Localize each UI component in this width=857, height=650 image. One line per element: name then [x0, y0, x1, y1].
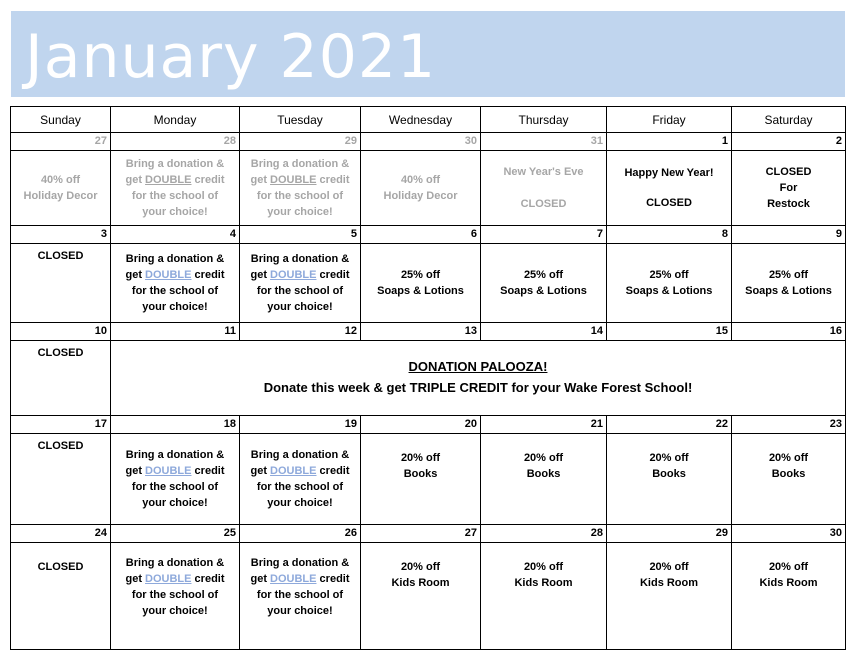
- date-number: 23: [732, 416, 846, 434]
- donation-line-2: [111, 267, 239, 283]
- cell-line: 20% off: [768, 561, 809, 573]
- cell-line: Kids Room: [639, 577, 699, 589]
- donation-text: credit: [316, 174, 350, 186]
- cell-line: Books: [526, 468, 561, 480]
- cell-line: 25% off: [523, 269, 564, 281]
- weekday-friday: Friday: [607, 107, 732, 133]
- donation-cell: [240, 151, 361, 226]
- day-cell: [732, 434, 846, 525]
- donation-text: get: [125, 573, 146, 585]
- day-cell: [11, 151, 111, 226]
- cell-line: 40% off: [40, 174, 81, 186]
- month-title: January 2021: [25, 22, 437, 92]
- date-number: 7: [481, 226, 607, 244]
- date-number: 13: [361, 323, 481, 341]
- date-number: 20: [361, 416, 481, 434]
- donation-text: credit: [191, 174, 225, 186]
- donation-cell: [240, 543, 361, 650]
- cell-line: Books: [652, 468, 686, 480]
- cell-line: CLOSED: [37, 440, 84, 452]
- week-2-content: [11, 244, 846, 323]
- date-number: 29: [607, 525, 732, 543]
- week-2-dates: [11, 226, 846, 244]
- week-3-content: [11, 341, 846, 416]
- donation-line-3: for the school of: [256, 481, 344, 493]
- donation-line-3: for the school of: [131, 589, 219, 601]
- date-number: 9: [732, 226, 846, 244]
- donation-cell: [111, 244, 240, 323]
- date-number: 2: [732, 133, 846, 151]
- cell-line: CLOSED: [37, 250, 84, 262]
- cell-line: CLOSED: [37, 347, 84, 359]
- cell-line: Holiday Decor: [23, 190, 98, 202]
- week-4-dates: [11, 416, 846, 434]
- day-cell: [361, 151, 481, 226]
- double-emphasis: DOUBLE: [270, 174, 317, 186]
- donation-text: get: [250, 573, 271, 585]
- donation-line-2: [240, 571, 360, 587]
- cell-line: CLOSED: [37, 561, 84, 573]
- week-3-dates: [11, 323, 846, 341]
- cell-line: For: [779, 182, 798, 194]
- weekday-wednesday: Wednesday: [361, 107, 481, 133]
- date-number: 27: [361, 525, 481, 543]
- cell-line: Soaps & Lotions: [377, 285, 464, 297]
- cell-line: 20% off: [649, 452, 689, 464]
- day-cell: [481, 543, 607, 650]
- date-number: 16: [732, 323, 846, 341]
- date-number: 24: [11, 525, 111, 543]
- date-number: 14: [481, 323, 607, 341]
- date-number: 29: [240, 133, 361, 151]
- donation-cell: [111, 543, 240, 650]
- date-number: 4: [111, 226, 240, 244]
- date-number: 15: [607, 323, 732, 341]
- weekday-thursday: Thursday: [481, 107, 607, 133]
- palooza-subtitle: Donate this week & get TRIPLE CREDIT for your Wake Forest School!: [263, 380, 693, 395]
- donation-line-2: [240, 172, 360, 188]
- cell-line: 25% off: [768, 269, 809, 281]
- cell-line: 20% off: [400, 561, 441, 573]
- donation-line-1: Bring a donation &: [125, 449, 225, 461]
- cell-line: Soaps & Lotions: [500, 285, 587, 297]
- cell-line: CLOSED: [520, 198, 567, 210]
- double-emphasis: DOUBLE: [145, 573, 192, 585]
- day-cell: [732, 151, 846, 226]
- donation-line-4: your choice!: [142, 206, 208, 218]
- donation-line-1: Bring a donation &: [125, 158, 225, 170]
- day-cell: [361, 543, 481, 650]
- day-cell: [481, 151, 607, 226]
- date-number: 3: [11, 226, 111, 244]
- donation-line-1: Bring a donation &: [125, 253, 225, 265]
- date-number: 5: [240, 226, 361, 244]
- cell-line: 25% off: [400, 269, 441, 281]
- weekday-saturday: Saturday: [732, 107, 846, 133]
- day-cell: [11, 244, 111, 323]
- date-number: 1: [607, 133, 732, 151]
- donation-text: credit: [191, 269, 225, 281]
- donation-text: credit: [316, 465, 350, 477]
- date-number: 26: [240, 525, 361, 543]
- cell-line: Soaps & Lotions: [625, 285, 713, 297]
- donation-line-2: [240, 267, 360, 283]
- donation-line-3: for the school of: [131, 481, 219, 493]
- donation-line-1: Bring a donation &: [250, 253, 350, 265]
- cell-line: 20% off: [523, 452, 564, 464]
- cell-line: Kids Room: [759, 577, 818, 589]
- donation-line-1: Bring a donation &: [250, 557, 350, 569]
- cell-line: Holiday Decor: [383, 190, 458, 202]
- cell-line: 40% off: [400, 174, 441, 186]
- donation-line-2: [111, 463, 239, 479]
- donation-line-4: your choice!: [142, 301, 208, 313]
- donation-cell: [240, 434, 361, 525]
- donation-text: get: [125, 174, 146, 186]
- cell-line: Kids Room: [514, 577, 573, 589]
- donation-cell: [111, 434, 240, 525]
- weekday-tuesday: Tuesday: [240, 107, 361, 133]
- donation-line-2: [111, 571, 239, 587]
- week-1-dates: [11, 133, 846, 151]
- cell-line: 20% off: [523, 561, 564, 573]
- donation-line-4: your choice!: [142, 605, 208, 617]
- day-cell: [607, 543, 732, 650]
- week-5-dates: [11, 525, 846, 543]
- day-cell: [11, 434, 111, 525]
- date-number: 22: [607, 416, 732, 434]
- cell-line: CLOSED: [765, 166, 812, 178]
- donation-cell: [240, 244, 361, 323]
- double-emphasis: DOUBLE: [270, 465, 317, 477]
- weekday-header-row: [11, 107, 846, 133]
- day-cell: [732, 244, 846, 323]
- donation-text: get: [125, 269, 146, 281]
- date-number: 28: [481, 525, 607, 543]
- donation-line-1: Bring a donation &: [250, 158, 350, 170]
- double-emphasis: DOUBLE: [145, 465, 192, 477]
- day-cell: [481, 434, 607, 525]
- month-banner: [11, 11, 845, 97]
- day-cell: [361, 244, 481, 323]
- donation-line-4: your choice!: [267, 497, 333, 509]
- donation-line-3: for the school of: [256, 285, 344, 297]
- date-number: 18: [111, 416, 240, 434]
- donation-line-4: your choice!: [267, 605, 333, 617]
- day-cell: [607, 244, 732, 323]
- double-emphasis: DOUBLE: [270, 269, 317, 281]
- donation-text: credit: [316, 573, 350, 585]
- cell-spacer: [481, 180, 606, 196]
- date-number: 12: [240, 323, 361, 341]
- double-emphasis: DOUBLE: [145, 269, 192, 281]
- donation-text: credit: [316, 269, 350, 281]
- donation-palooza-banner: [111, 341, 846, 416]
- cell-line: Kids Room: [391, 577, 450, 589]
- donation-text: credit: [191, 465, 225, 477]
- date-number: 30: [732, 525, 846, 543]
- day-cell: [732, 543, 846, 650]
- donation-line-4: your choice!: [267, 206, 333, 218]
- donation-line-2: [240, 463, 360, 479]
- donation-line-2: [111, 172, 239, 188]
- date-number: 21: [481, 416, 607, 434]
- date-number: 28: [111, 133, 240, 151]
- donation-line-3: for the school of: [256, 190, 344, 202]
- cell-line: 20% off: [768, 452, 809, 464]
- donation-text: get: [250, 174, 271, 186]
- cell-line: CLOSED: [646, 197, 692, 209]
- weekday-monday: Monday: [111, 107, 240, 133]
- day-cell: [607, 434, 732, 525]
- double-emphasis: DOUBLE: [270, 573, 317, 585]
- donation-line-4: your choice!: [142, 497, 208, 509]
- date-number: 25: [111, 525, 240, 543]
- week-1-content: [11, 151, 846, 226]
- donation-text: get: [125, 465, 146, 477]
- donation-text: credit: [191, 573, 225, 585]
- palooza-title: DONATION PALOOZA!: [408, 359, 548, 374]
- weekday-sunday: Sunday: [11, 107, 111, 133]
- double-emphasis: DOUBLE: [145, 174, 192, 186]
- cell-spacer: [607, 181, 731, 195]
- date-number: 10: [11, 323, 111, 341]
- donation-text: get: [250, 465, 271, 477]
- date-number: 19: [240, 416, 361, 434]
- donation-text: get: [250, 269, 271, 281]
- cell-line: Restock: [767, 198, 810, 210]
- date-number: 6: [361, 226, 481, 244]
- donation-cell: [111, 151, 240, 226]
- donation-line-1: Bring a donation &: [125, 557, 225, 569]
- donation-line-4: your choice!: [267, 301, 333, 313]
- cell-line: 25% off: [649, 269, 689, 281]
- donation-line-1: Bring a donation &: [250, 449, 350, 461]
- cell-line: Happy New Year!: [624, 167, 714, 179]
- date-number: 17: [11, 416, 111, 434]
- cell-line: Books: [771, 468, 806, 480]
- donation-line-3: for the school of: [256, 589, 344, 601]
- day-cell: [607, 151, 732, 226]
- date-number: 27: [11, 133, 111, 151]
- date-number: 30: [361, 133, 481, 151]
- day-cell: [481, 244, 607, 323]
- cell-line: Books: [403, 468, 438, 480]
- week-4-content: [11, 434, 846, 525]
- date-number: 11: [111, 323, 240, 341]
- week-5-content: [11, 543, 846, 650]
- donation-line-3: for the school of: [131, 285, 219, 297]
- cell-line: 20% off: [649, 561, 689, 573]
- date-number: 31: [481, 133, 607, 151]
- day-cell: [11, 543, 111, 650]
- cell-line: New Year's Eve: [503, 166, 584, 178]
- day-cell: [11, 341, 111, 416]
- calendar-grid: [10, 106, 846, 650]
- cell-line: 20% off: [400, 452, 441, 464]
- donation-line-3: for the school of: [131, 190, 219, 202]
- cell-line: Soaps & Lotions: [745, 285, 832, 297]
- day-cell: [361, 434, 481, 525]
- date-number: 8: [607, 226, 732, 244]
